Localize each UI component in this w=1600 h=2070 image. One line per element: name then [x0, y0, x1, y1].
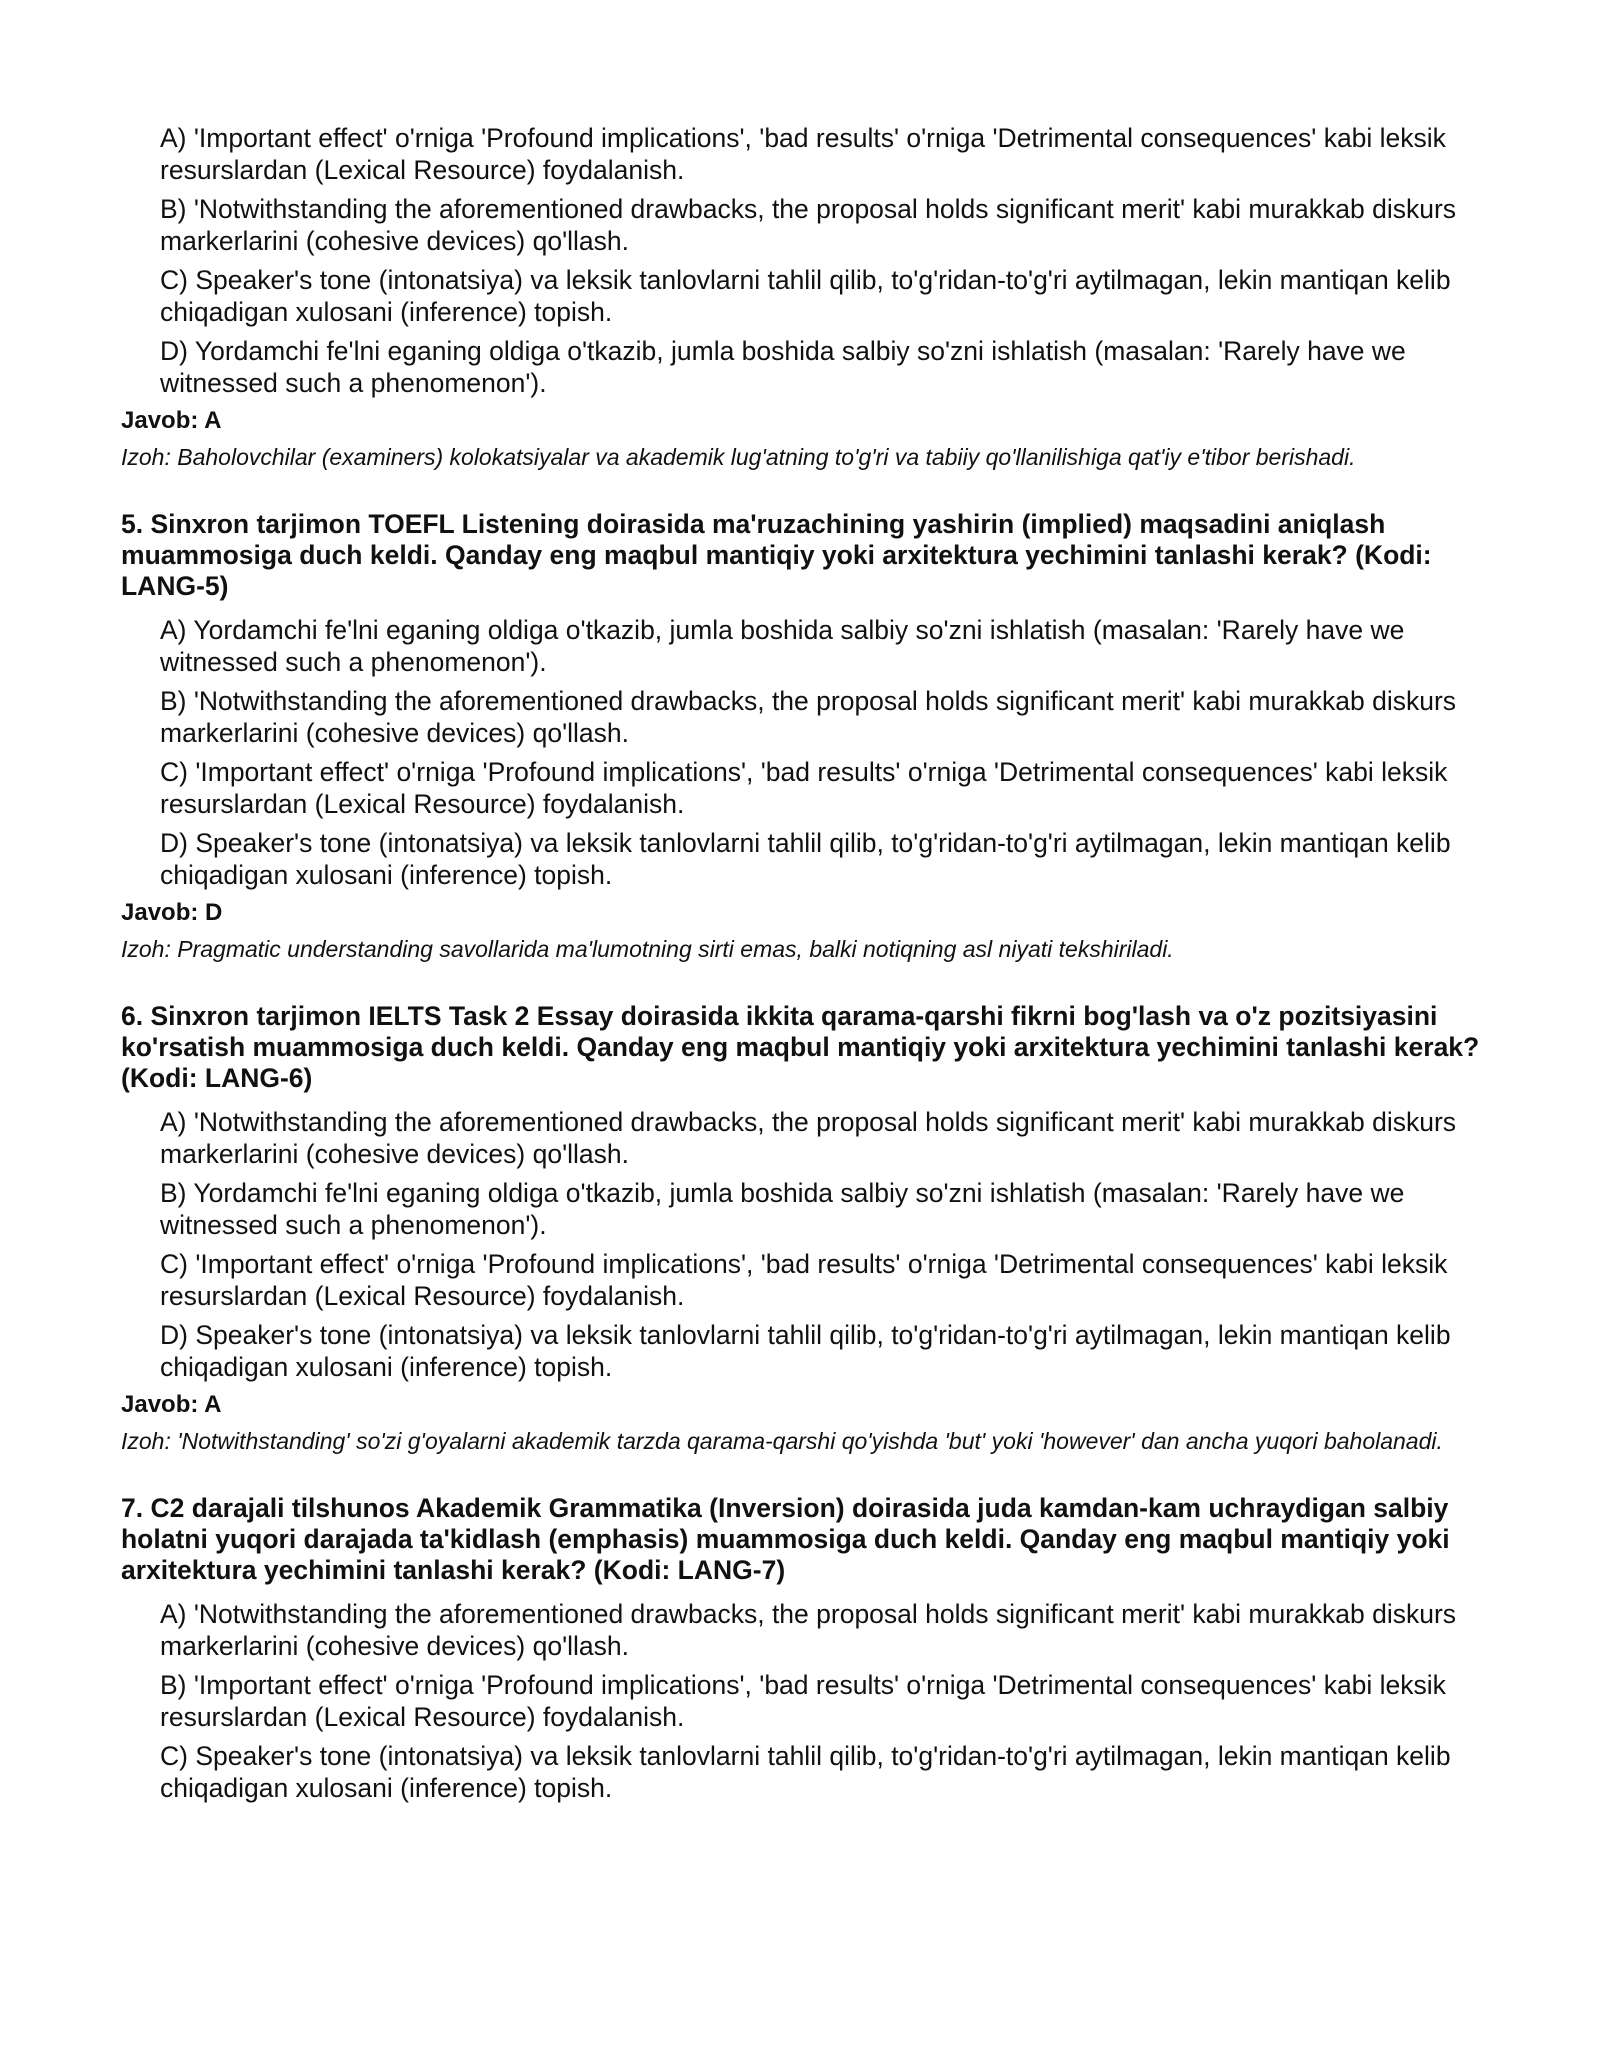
explanation-note: Izoh: Pragmatic understanding savollarida ma'lumotning sirti emas, balki notiqning asl niyati tekshiriladi.: [121, 936, 1174, 962]
option-c: C) Speaker's tone (intonatsiya) va leksik tanlovlarni tahlil qilib, to'g'ridan-to'g'ri aytilmagan, lekin mantiqan kelib chiqadigan xulosani (inference) topish.: [160, 1741, 1451, 1803]
question-block-4: [121, 122, 1490, 473]
explanation-note: Izoh: 'Notwithstanding' so'zi g'oyalarni akademik tarzda qarama-qarshi qo'yishda 'but' yoki 'however' dan ancha yuqori baholanadi.: [121, 1428, 1443, 1454]
options-list: [121, 1106, 1490, 1383]
option-b: B) 'Notwithstanding the aforementioned drawbacks, the proposal holds significant merit' kabi murakkab diskurs markerlarini (cohesive devices) qo'llash.: [160, 686, 1457, 748]
option-b: B) Yordamchi fe'lni eganing oldiga o'tkazib, jumla boshida salbiy so'zni ishlatish (masalan: 'Rarely have we witnessed such a phenomenon').: [160, 1178, 1405, 1240]
answer-label: Javob: A: [121, 407, 222, 434]
option-d: D) Speaker's tone (intonatsiya) va leksik tanlovlarni tahlil qilib, to'g'ridan-to'g'ri aytilmagan, lekin mantiqan kelib chiqadigan xulosani (inference) topish.: [160, 1320, 1451, 1382]
option-a: A) Yordamchi fe'lni eganing oldiga o'tkazib, jumla boshida salbiy so'zni ishlatish (masalan: 'Rarely have we witnessed such a phenomenon').: [160, 615, 1405, 677]
option-a: A) 'Important effect' o'rniga 'Profound implications', 'bad results' o'rniga 'Detrimental consequences' kabi leksik resurslardan (Lexical Resource) foydalanish.: [160, 123, 1446, 185]
option-a: A) 'Notwithstanding the aforementioned drawbacks, the proposal holds significant merit' kabi murakkab diskurs markerlarini (cohesive devices) qo'llash.: [160, 1107, 1457, 1169]
option-d: D) Yordamchi fe'lni eganing oldiga o'tkazib, jumla boshida salbiy so'zni ishlatish (masalan: 'Rarely have we witnessed such a phenomenon').: [160, 336, 1406, 398]
options-list: [121, 1598, 1490, 1804]
option-d: D) Speaker's tone (intonatsiya) va leksik tanlovlarni tahlil qilib, to'g'ridan-to'g'ri aytilmagan, lekin mantiqan kelib chiqadigan xulosani (inference) topish.: [160, 828, 1451, 890]
answer-label: Javob: D: [121, 899, 223, 926]
question-block-5: [121, 509, 1490, 965]
option-b: B) 'Important effect' o'rniga 'Profound implications', 'bad results' o'rniga 'Detrimental consequences' kabi leksik resurslardan (Lexical Resource) foydalanish.: [160, 1670, 1446, 1732]
question-text: 6. Sinxron tarjimon IELTS Task 2 Essay doirasida ikkita qarama-qarshi fikrni bog'lash va o'z pozitsiyasini ko'rsatish muammosiga duch keldi. Qanday eng maqbul mantiqiy yoki arxitektura yechimini tanlashi kerak? (Kodi: LANG-6): [121, 1001, 1480, 1093]
question-block-7: [121, 1493, 1490, 1804]
option-c: C) 'Important effect' o'rniga 'Profound implications', 'bad results' o'rniga 'Detrimental consequences' kabi leksik resurslardan (Lexical Resource) foydalanish.: [160, 757, 1448, 819]
question-text: 7. C2 darajali tilshunos Akademik Grammatika (Inversion) doirasida juda kamdan-kam uchraydigan salbiy holatni yuqori darajada ta'kidlash (emphasis) muammosiga duch keldi. Qanday eng maqbul mantiqiy yoki arxitektura yechimini tanlashi kerak? (Kodi: LANG-7): [121, 1493, 1450, 1585]
explanation-note: Izoh: Baholovchilar (examiners) kolokatsiyalar va akademik lug'atning to'g'ri va tabiiy qo'llanilishiga qat'iy e'tibor berishadi.: [121, 444, 1356, 470]
question-block-6: [121, 1001, 1490, 1457]
options-list: [121, 122, 1490, 399]
options-list: [121, 614, 1490, 891]
option-c: C) Speaker's tone (intonatsiya) va leksik tanlovlarni tahlil qilib, to'g'ridan-to'g'ri aytilmagan, lekin mantiqan kelib chiqadigan xulosani (inference) topish.: [160, 265, 1451, 327]
answer-label: Javob: A: [121, 1391, 222, 1418]
option-a: A) 'Notwithstanding the aforementioned drawbacks, the proposal holds significant merit' kabi murakkab diskurs markerlarini (cohesive devices) qo'llash.: [160, 1599, 1457, 1661]
option-b: B) 'Notwithstanding the aforementioned drawbacks, the proposal holds significant merit' kabi murakkab diskurs markerlarini (cohesive devices) qo'llash.: [160, 194, 1457, 256]
option-c: C) 'Important effect' o'rniga 'Profound implications', 'bad results' o'rniga 'Detrimental consequences' kabi leksik resurslardan (Lexical Resource) foydalanish.: [160, 1249, 1448, 1311]
question-text: 5. Sinxron tarjimon TOEFL Listening doirasida ma'ruzachining yashirin (implied) maqsadini aniqlash muammosiga duch keldi. Qanday eng maqbul mantiqiy yoki arxitektura yechimini tanlashi kerak? (Kodi: LANG-5): [121, 509, 1432, 601]
